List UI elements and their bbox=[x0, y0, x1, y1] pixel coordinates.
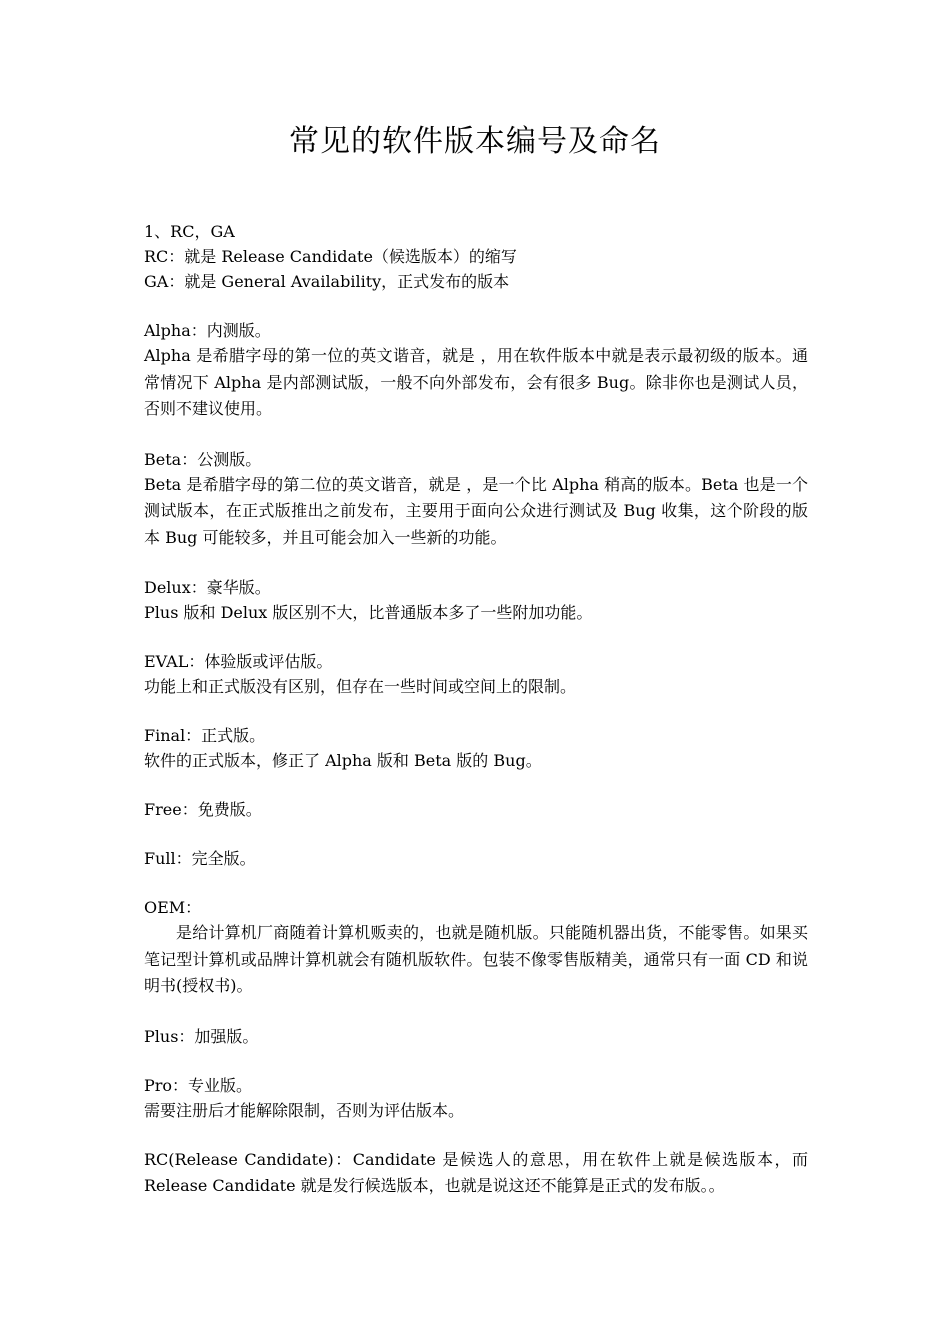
oem-description: 是给计算机厂商随着计算机贩卖的，也就是随机版。只能随机器出货，不能零售。如果买笔记型计算机或品牌计算机就会有随机版软件。包装不像零售版精美，通常只有一面 CD 和说明书(授权书)。 bbox=[144, 923, 808, 995]
delux-description: Plus 版和 Delux 版区别不大，比普通版本多了一些附加功能。 bbox=[144, 603, 593, 622]
paragraph-gap bbox=[144, 423, 808, 447]
paragraph-gap bbox=[144, 1049, 808, 1073]
paragraph-gap bbox=[144, 551, 808, 575]
paragraph-gap bbox=[144, 822, 808, 846]
paragraph-gap bbox=[144, 1000, 808, 1024]
rc-definition-line: RC：就是 Release Candidate（候选版本）的缩写 bbox=[144, 247, 517, 266]
final-description: 软件的正式版本，修正了 Alpha 版和 Beta 版的 Bug。 bbox=[144, 751, 542, 770]
paragraph-gap bbox=[144, 871, 808, 895]
plus-term: Plus：加强版。 bbox=[144, 1026, 259, 1046]
pro-description: 需要注册后才能解除限制，否则为评估版本。 bbox=[144, 1100, 465, 1120]
rc-detail-description: RC(Release Candidate)：Candidate 是候选人的意思，用在软件上就是候选版本，而 Release Candidate 就是发行候选版本，也就是说这还不能算是正式的发布版。。 bbox=[144, 1149, 808, 1195]
document-body bbox=[144, 219, 808, 1200]
eval-term: EVAL：体验版或评估版。 bbox=[144, 652, 333, 671]
alpha-term: Alpha：内测版。 bbox=[144, 321, 271, 340]
oem-term: OEM： bbox=[144, 898, 202, 917]
paragraph-gap bbox=[144, 699, 808, 723]
beta-description: Beta 是希腊字母的第二位的英文谐音，就是 ，是一个比 Alpha 稍高的版本。Beta 也是一个测试版本，在正式版推出之前发布，主要用于面向公众进行测试及 Bug 收集，这个阶段的版本 Bug 可能较多，并且可能会加入一些新的功能。 bbox=[144, 474, 808, 547]
alpha-description: Alpha 是希腊字母的第一位的英文谐音，就是 ，用在软件版本中就是表示最初级的版本。通常情况下 Alpha 是内部测试版，一般不向外部发布，会有很多 Bug。除非你也是测试人员，否则不建议使用。 bbox=[144, 346, 808, 418]
paragraph-gap bbox=[144, 1123, 808, 1147]
final-term: Final：正式版。 bbox=[144, 726, 266, 745]
section-heading-rc-ga: 1、RC，GA bbox=[144, 222, 235, 241]
pro-term: Pro：专业版。 bbox=[144, 1075, 253, 1095]
full-term: Full：完全版。 bbox=[144, 849, 256, 868]
paragraph-gap bbox=[144, 294, 808, 318]
eval-description: 功能上和正式版没有区别，但存在一些时间或空间上的限制。 bbox=[144, 677, 577, 696]
paragraph-gap bbox=[144, 625, 808, 649]
free-term: Free：免费版。 bbox=[144, 800, 262, 819]
ga-definition-line: GA：就是 General Availability，正式发布的版本 bbox=[144, 272, 510, 291]
paragraph-gap bbox=[144, 773, 808, 797]
delux-term: Delux：豪华版。 bbox=[144, 578, 271, 597]
document-title: 常见的软件版本编号及命名 bbox=[289, 124, 661, 159]
beta-term: Beta：公测版。 bbox=[144, 449, 262, 469]
